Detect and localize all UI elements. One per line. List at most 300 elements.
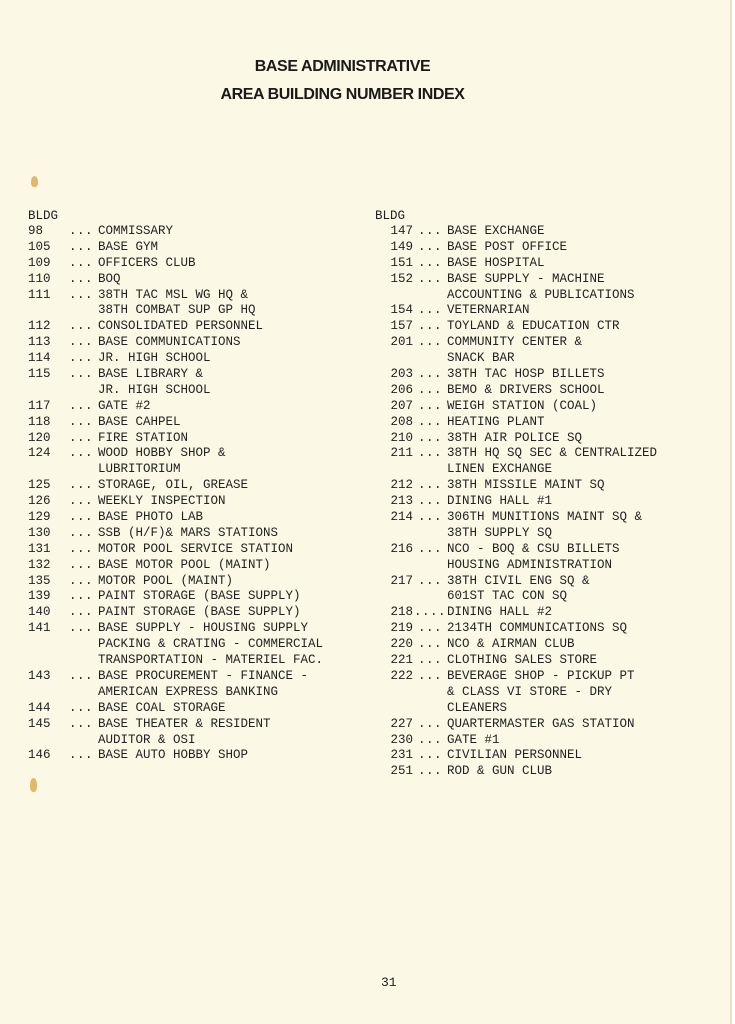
building-number: 157 [390,319,413,334]
building-number: 98 [28,224,44,238]
list-item [375,510,657,542]
stain-mark [30,778,37,792]
list-item [375,764,657,780]
list-item [28,701,323,717]
entry-line [375,383,657,399]
entry-line [375,717,657,733]
entry-line [375,621,657,637]
entry-continuation-line [28,637,323,653]
building-name: VETERNARIAN [447,303,530,318]
list-item [375,415,657,431]
building-number: 140 [28,605,51,620]
dot-leader: ... [417,239,442,254]
dot-leader: ... [68,287,93,302]
list-item [375,669,657,717]
dot-leader: ... [417,255,442,270]
entry-line [28,335,323,351]
dot-leader: ... [68,319,93,334]
building-name: BASE COAL STORAGE [98,700,226,715]
entry-line [28,431,323,447]
dot-leader: ... [417,367,442,382]
building-number: 112 [28,319,51,334]
list-item [28,415,323,431]
entry-line [375,399,657,415]
list-item [28,478,323,494]
list-item [28,589,323,605]
building-number: 207 [390,398,413,413]
list-item [28,494,323,510]
list-item [375,431,657,447]
building-name: TOYLAND & EDUCATION CTR [447,319,620,334]
dot-leader: .... [413,605,446,620]
building-name: BASE GYM [98,239,159,254]
entry-line [375,637,657,653]
list-item [375,224,657,240]
dot-leader: ... [68,271,93,286]
entry-line [28,589,323,605]
building-number: 208 [390,414,413,429]
building-name: COMMISSARY [98,224,174,238]
dot-leader: ... [417,748,442,763]
building-name: BASE PHOTO LAB [98,510,204,525]
entry-line [28,748,323,764]
dot-leader: ... [68,335,93,350]
list-item [375,542,657,574]
dot-leader: ... [417,224,442,238]
entry-line [375,367,657,383]
dot-leader: ... [68,398,93,413]
list-item [28,748,323,764]
dot-leader: ... [68,589,93,604]
dot-leader: ... [417,510,442,525]
list-item [375,272,657,304]
dot-leader: ... [417,446,442,461]
building-name: BASE COMMUNICATIONS [98,335,241,350]
building-name: CLEANERS [447,700,508,715]
entry-line [28,494,323,510]
entry-line [375,240,657,256]
building-name: 38TH MISSILE MAINT SQ [447,478,605,493]
building-number: 217 [390,573,413,588]
dot-leader: ... [68,510,93,525]
list-item [28,431,323,447]
entry-line [375,669,657,685]
entry-line [28,669,323,685]
building-name: BASE SUPPLY - HOUSING SUPPLY [98,621,309,636]
building-name: 38TH TAC HOSP BILLETS [447,367,605,382]
building-name: TRANSPORTATION - MATERIEL FAC. [98,653,324,668]
dot-leader: ... [68,446,93,461]
dot-leader: ... [417,621,442,636]
entry-line [375,494,657,510]
entry-continuation-line [375,685,657,701]
building-number: 251 [390,764,413,779]
building-name: BASE AUTO HOBBY SHOP [98,748,249,763]
list-item [375,574,657,606]
dot-leader: ... [417,637,442,652]
building-number: 115 [28,367,51,382]
building-name: DINING HALL #2 [447,605,553,620]
entry-line [375,431,657,447]
dot-leader: ... [417,271,442,286]
entry-line [375,415,657,431]
list-item [375,717,657,733]
building-number: 145 [28,716,51,731]
building-number: 221 [390,653,413,668]
building-name: 306TH MUNITIONS MAINT SQ & [447,510,643,525]
building-name: 38TH COMBAT SUP GP HQ [98,303,256,318]
entry-line [375,446,657,462]
building-name: QUARTERMASTER GAS STATION [447,716,635,731]
list-item [375,748,657,764]
entry-line [375,478,657,494]
dot-leader: ... [68,239,93,254]
building-number: 149 [390,239,413,254]
entry-continuation-line [28,383,323,399]
building-number: 118 [28,414,51,429]
list-item [375,256,657,272]
entry-line [28,526,323,542]
list-item [375,733,657,749]
list-item [375,653,657,669]
building-number: 130 [28,525,51,540]
building-number: 143 [28,668,51,683]
building-number: 231 [390,748,413,763]
building-number: 144 [28,700,51,715]
building-name: MOTOR POOL SERVICE STATION [98,541,294,556]
list-item [375,367,657,383]
list-item [28,574,323,590]
building-name: & CLASS VI STORE - DRY [447,684,613,699]
entry-continuation-line [28,303,323,319]
dot-leader: ... [68,255,93,270]
page-number: 31 [381,975,397,990]
building-number: 214 [390,510,413,525]
building-number: 152 [390,271,413,286]
list-item [375,478,657,494]
building-number: 147 [390,224,413,238]
building-name: 38TH SUPPLY SQ [447,525,553,540]
entry-continuation-line [375,526,657,542]
entry-line [375,256,657,272]
building-name: WOOD HOBBY SHOP & [98,446,226,461]
building-name: WEEKLY INSPECTION [98,494,226,509]
page-title-line-1: BASE ADMINISTRATIVE [254,58,431,75]
building-name: SNACK BAR [447,351,515,366]
building-number: 219 [390,621,413,636]
dot-leader: ... [68,525,93,540]
entry-line [375,272,657,288]
building-number: 227 [390,716,413,731]
entry-continuation-line [375,701,657,717]
entry-line [28,240,323,256]
entry-continuation-line [375,288,657,304]
dot-leader: ... [417,764,442,779]
building-name: JR. HIGH SCHOOL [98,351,211,366]
building-name: ACCOUNTING & PUBLICATIONS [447,287,635,302]
entry-line [28,605,323,621]
building-number: 212 [390,478,413,493]
dot-leader: ... [68,478,93,493]
building-name: BASE PROCUREMENT - FINANCE - [98,668,309,683]
entry-line [28,367,323,383]
building-number: 141 [28,621,51,636]
list-item [375,399,657,415]
dot-leader: ... [417,541,442,556]
entry-line [375,335,657,351]
building-name: AUDITOR & OSI [98,732,196,747]
dot-leader: ... [68,351,93,366]
entry-continuation-line [375,351,657,367]
list-item [28,542,323,558]
building-number: 220 [390,637,413,652]
list-item [28,351,323,367]
list-item [28,558,323,574]
building-number: 111 [28,287,51,302]
building-name: 38TH TAC MSL WG HQ & [98,287,249,302]
building-name: CLOTHING SALES STORE [447,653,598,668]
entry-line [28,224,323,240]
entry-line [375,764,657,780]
building-number: 135 [28,573,51,588]
list-item [375,319,657,335]
entry-line [28,717,323,733]
building-number: 105 [28,239,51,254]
dot-leader: ... [417,732,442,747]
building-name: BASE POST OFFICE [447,239,568,254]
entry-line [375,542,657,558]
building-name: 38TH CIVIL ENG SQ & [447,573,590,588]
building-number: 146 [28,748,51,763]
dot-leader: ... [68,430,93,445]
list-item [28,526,323,542]
entry-line [375,319,657,335]
list-item [375,605,657,621]
building-number: 210 [390,430,413,445]
column-header: BLDG [375,209,406,223]
list-item [28,605,323,621]
entry-line [375,653,657,669]
building-name: GATE #2 [98,398,151,413]
building-name: LINEN EXCHANGE [447,462,553,477]
entry-continuation-line [28,653,323,669]
entry-line [28,256,323,272]
building-number: 120 [28,430,51,445]
list-item [28,621,323,669]
building-name: HEATING PLANT [447,414,545,429]
building-name: PAINT STORAGE (BASE SUPPLY) [98,605,301,620]
list-item [28,256,323,272]
building-name: BASE LIBRARY & [98,367,204,382]
entry-continuation-line [375,462,657,478]
building-number: 114 [28,351,51,366]
list-item [375,494,657,510]
building-name: LUBRITORIUM [98,462,181,477]
dot-leader: ... [68,716,93,731]
building-name: BASE THEATER & RESIDENT [98,716,271,731]
building-number: 213 [390,494,413,509]
building-name: WEIGH STATION (COAL) [447,398,598,413]
entry-line [375,574,657,590]
entry-continuation-line [28,685,323,701]
entry-continuation-line [375,558,657,574]
list-item [28,446,323,478]
building-name: NCO & AIRMAN CLUB [447,637,575,652]
building-name: GATE #1 [447,732,500,747]
building-name: SSB (H/F)& MARS STATIONS [98,525,279,540]
building-name: AMERICAN EXPRESS BANKING [98,684,279,699]
entry-continuation-line [375,589,657,605]
entry-line [28,288,323,304]
building-name: 601ST TAC CON SQ [447,589,568,604]
building-number: 131 [28,541,51,556]
list-item [28,669,323,701]
list-item [28,367,323,399]
dot-leader: ... [68,414,93,429]
building-name: 38TH HQ SQ SEC & CENTRALIZED [447,446,658,461]
building-number: 113 [28,335,51,350]
entry-line [375,733,657,749]
list-item [375,335,657,367]
building-number: 126 [28,494,51,509]
entry-line [28,399,323,415]
building-number: 125 [28,478,51,493]
list-item [375,621,657,637]
building-name: CONSOLIDATED PERSONNEL [98,319,264,334]
right-entry-list [375,224,657,780]
building-name: FIRE STATION [98,430,189,445]
list-item [375,303,657,319]
dot-leader: ... [417,335,442,350]
building-number: 109 [28,255,51,270]
list-item [28,224,323,240]
dot-leader: ... [68,494,93,509]
list-item [28,288,323,320]
building-name: NCO - BOQ & CSU BILLETS [447,541,620,556]
dot-leader: ... [68,541,93,556]
dot-leader: ... [68,573,93,588]
building-number: 218 [390,605,413,620]
list-item [28,335,323,351]
entry-line [28,558,323,574]
left-entry-list [28,224,323,764]
building-name: BASE HOSPITAL [447,255,545,270]
dot-leader: ... [417,303,442,318]
dot-leader: ... [68,224,93,238]
building-name: ROD & GUN CLUB [447,764,553,779]
entry-line [28,272,323,288]
building-number: 124 [28,446,51,461]
building-number: 206 [390,382,413,397]
building-number: 110 [28,271,51,286]
entry-line [375,510,657,526]
dot-leader: ... [68,700,93,715]
building-number: 117 [28,398,51,413]
dot-leader: ... [417,319,442,334]
building-name: BEMO & DRIVERS SCHOOL [447,382,605,397]
dot-leader: ... [417,573,442,588]
building-name: 38TH AIR POLICE SQ [447,430,583,445]
list-item [28,717,323,749]
building-name: BASE CAHPEL [98,414,181,429]
right-index-column [375,208,657,780]
entry-line [375,605,657,621]
dot-leader: ... [417,716,442,731]
building-name: COMMUNITY CENTER & [447,335,583,350]
entry-line [28,351,323,367]
building-name: PAINT STORAGE (BASE SUPPLY) [98,589,301,604]
building-number: 203 [390,367,413,382]
dot-leader: ... [417,398,442,413]
page-title-line-2: AREA BUILDING NUMBER INDEX [220,86,465,103]
building-number: 216 [390,541,413,556]
dot-leader: ... [68,367,93,382]
dot-leader: ... [417,430,442,445]
list-item [375,637,657,653]
dot-leader: ... [417,478,442,493]
entry-line [28,574,323,590]
list-item [28,240,323,256]
building-name: BASE MOTOR POOL (MAINT) [98,557,271,572]
dot-leader: ... [68,748,93,763]
list-item [375,446,657,478]
building-name: BASE SUPPLY - MACHINE [447,271,605,286]
entry-continuation-line [28,733,323,749]
building-number: 230 [390,732,413,747]
building-name: JR. HIGH SCHOOL [98,382,211,397]
left-index-column [28,208,323,764]
list-item [375,240,657,256]
list-item [375,383,657,399]
building-name: BOQ [98,271,121,286]
list-item [28,399,323,415]
dot-leader: ... [68,621,93,636]
dot-leader: ... [68,668,93,683]
building-name: CIVILIAN PERSONNEL [447,748,583,763]
entry-line [375,224,657,240]
building-name: OFFICERS CLUB [98,255,196,270]
building-number: 139 [28,589,51,604]
building-number: 201 [390,335,413,350]
entry-line [375,303,657,319]
dot-leader: ... [417,414,442,429]
entry-line [28,415,323,431]
list-item [28,319,323,335]
entry-line [28,621,323,637]
dot-leader: ... [417,653,442,668]
entry-line [28,446,323,462]
column-header: BLDG [28,209,59,223]
building-number: 211 [390,446,413,461]
entry-line [28,701,323,717]
entry-line [28,478,323,494]
entry-line [28,510,323,526]
building-name: HOUSING ADMINISTRATION [447,557,613,572]
building-name: MOTOR POOL (MAINT) [98,573,234,588]
building-number: 222 [390,668,413,683]
building-number: 154 [390,303,413,318]
building-number: 129 [28,510,51,525]
dot-leader: ... [417,668,442,683]
building-name: DINING HALL #1 [447,494,553,509]
dot-leader: ... [417,382,442,397]
building-name: STORAGE, OIL, GREASE [98,478,249,493]
stain-mark [31,176,38,187]
dot-leader: ... [417,494,442,509]
entry-line [28,319,323,335]
building-name: BASE EXCHANGE [447,224,545,238]
building-name: 2134TH COMMUNICATIONS SQ [447,621,628,636]
